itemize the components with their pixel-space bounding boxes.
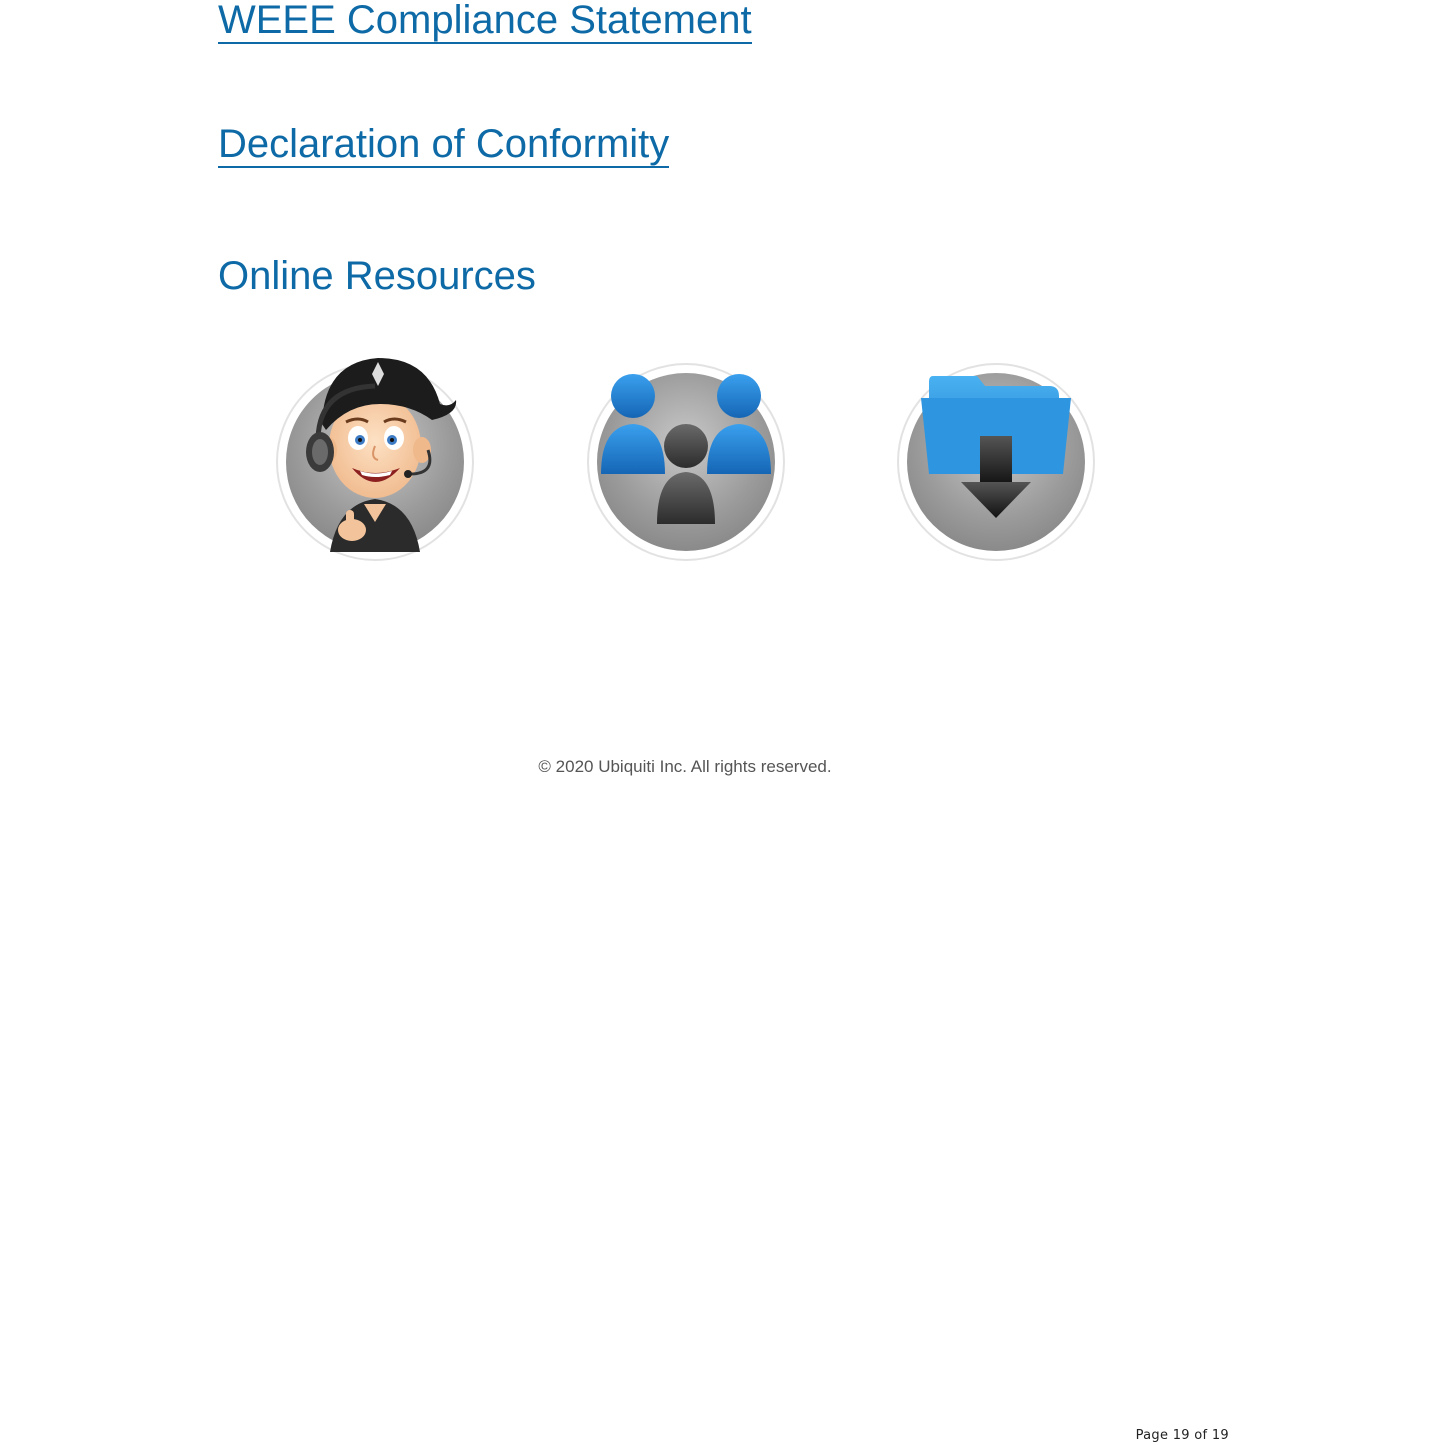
online-resources-heading: Online Resources (218, 254, 536, 298)
support-agent-icon[interactable] (260, 334, 490, 574)
declaration-of-conformity-link[interactable]: Declaration of Conformity (218, 122, 670, 166)
downloads-icon[interactable] (881, 334, 1111, 574)
page-number: Page 19 of 19 (1135, 1428, 1229, 1443)
community-icon[interactable] (571, 334, 801, 574)
copyright-text: © 2020 Ubiquiti Inc. All rights reserved. (538, 757, 832, 776)
weee-compliance-link[interactable]: WEEE Compliance Statement (218, 0, 752, 42)
